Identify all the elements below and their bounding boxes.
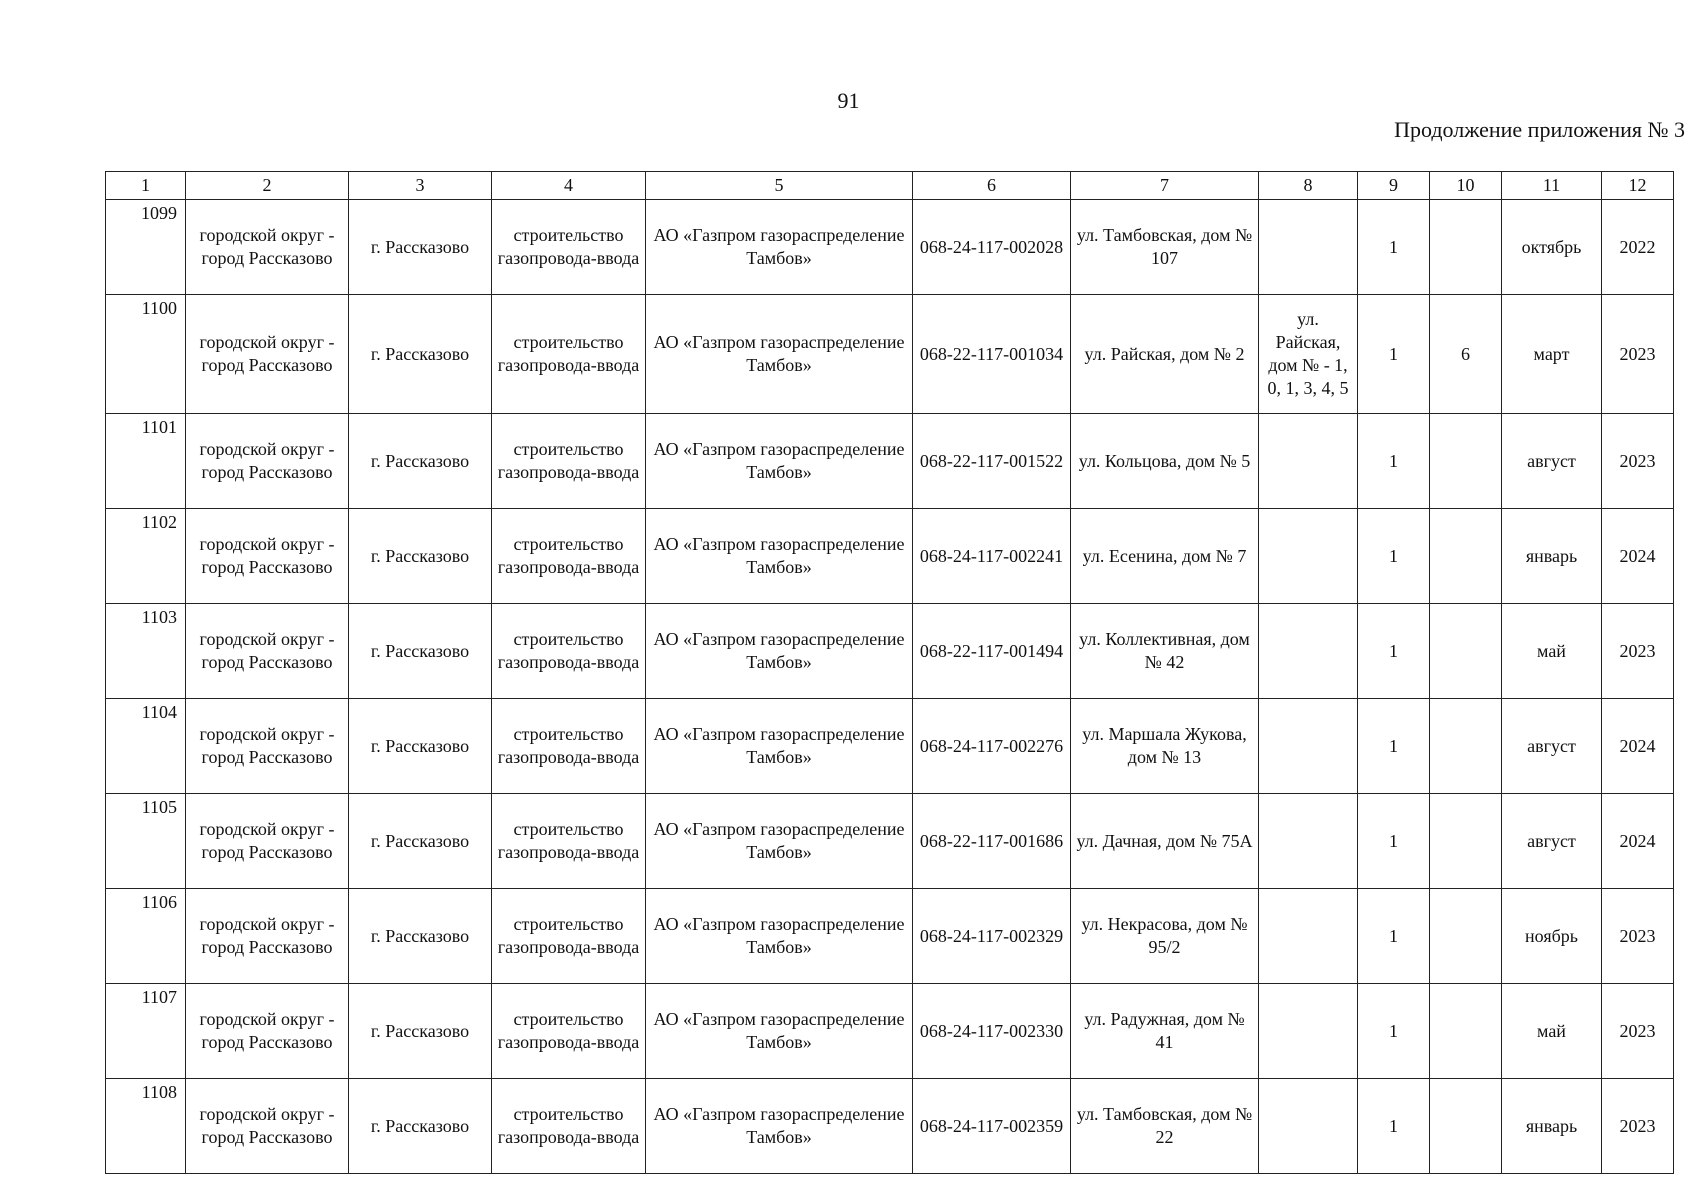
row-number: 1099 [106, 200, 186, 295]
table-row [106, 414, 1674, 509]
work-type-cell: строительство газопровода-ввода [492, 889, 646, 984]
locality-cell: г. Рассказово [349, 889, 492, 984]
locality-cell: г. Рассказово [349, 984, 492, 1079]
page-number: 91 [837, 88, 860, 113]
table-row [106, 200, 1674, 295]
column-header: 10 [1430, 172, 1502, 200]
additional-address-cell [1259, 1079, 1358, 1174]
table-row [106, 984, 1674, 1079]
column-header: 11 [1502, 172, 1602, 200]
month-cell: август [1502, 699, 1602, 794]
quantity-cell [1430, 889, 1502, 984]
month-cell: ноябрь [1502, 889, 1602, 984]
quantity-cell [1430, 794, 1502, 889]
count-cell: 1 [1358, 295, 1430, 414]
additional-address-cell [1259, 699, 1358, 794]
additional-address-cell: ул. Райская, дом № - 1, 0, 1, 3, 4, 5 [1259, 295, 1358, 414]
locality-cell: г. Рассказово [349, 295, 492, 414]
object-code-cell: 068-24-117-002330 [913, 984, 1071, 1079]
district-cell: городской округ - город Рассказово [186, 604, 349, 699]
quantity-cell [1430, 1079, 1502, 1174]
count-cell: 1 [1358, 984, 1430, 1079]
organization-cell: АО «Газпром газораспределение Тамбов» [646, 794, 913, 889]
address-cell: ул. Райская, дом № 2 [1071, 295, 1259, 414]
locality-cell: г. Рассказово [349, 200, 492, 295]
additional-address-cell [1259, 794, 1358, 889]
column-header: 3 [349, 172, 492, 200]
column-header: 12 [1602, 172, 1674, 200]
district-cell: городской округ - город Рассказово [186, 699, 349, 794]
object-code-cell: 068-22-117-001686 [913, 794, 1071, 889]
object-code-cell: 068-22-117-001522 [913, 414, 1071, 509]
address-cell: ул. Маршала Жукова, дом № 13 [1071, 699, 1259, 794]
organization-cell: АО «Газпром газораспределение Тамбов» [646, 984, 913, 1079]
quantity-cell [1430, 604, 1502, 699]
organization-cell: АО «Газпром газораспределение Тамбов» [646, 889, 913, 984]
work-type-cell: строительство газопровода-ввода [492, 200, 646, 295]
year-cell: 2024 [1602, 509, 1674, 604]
organization-cell: АО «Газпром газораспределение Тамбов» [646, 509, 913, 604]
work-type-cell: строительство газопровода-ввода [492, 699, 646, 794]
organization-cell: АО «Газпром газораспределение Тамбов» [646, 295, 913, 414]
count-cell: 1 [1358, 414, 1430, 509]
work-type-cell: строительство газопровода-ввода [492, 794, 646, 889]
row-number: 1108 [106, 1079, 186, 1174]
month-cell: май [1502, 604, 1602, 699]
count-cell: 1 [1358, 889, 1430, 984]
year-cell: 2024 [1602, 699, 1674, 794]
count-cell: 1 [1358, 699, 1430, 794]
address-cell: ул. Есенина, дом № 7 [1071, 509, 1259, 604]
column-header: 5 [646, 172, 913, 200]
organization-cell: АО «Газпром газораспределение Тамбов» [646, 200, 913, 295]
locality-cell: г. Рассказово [349, 699, 492, 794]
row-number: 1106 [106, 889, 186, 984]
quantity-cell [1430, 414, 1502, 509]
organization-cell: АО «Газпром газораспределение Тамбов» [646, 414, 913, 509]
month-cell: октябрь [1502, 200, 1602, 295]
table-row [106, 295, 1674, 414]
locality-cell: г. Рассказово [349, 1079, 492, 1174]
count-cell: 1 [1358, 604, 1430, 699]
address-cell: ул. Тамбовская, дом № 22 [1071, 1079, 1259, 1174]
district-cell: городской округ - город Рассказово [186, 889, 349, 984]
month-cell: август [1502, 414, 1602, 509]
work-type-cell: строительство газопровода-ввода [492, 295, 646, 414]
object-code-cell: 068-22-117-001494 [913, 604, 1071, 699]
row-number: 1102 [106, 509, 186, 604]
column-header: 4 [492, 172, 646, 200]
month-cell: май [1502, 984, 1602, 1079]
locality-cell: г. Рассказово [349, 414, 492, 509]
additional-address-cell [1259, 200, 1358, 295]
work-type-cell: строительство газопровода-ввода [492, 509, 646, 604]
address-cell: ул. Тамбовская, дом № 107 [1071, 200, 1259, 295]
count-cell: 1 [1358, 1079, 1430, 1174]
table-row [106, 509, 1674, 604]
district-cell: городской округ - город Рассказово [186, 1079, 349, 1174]
appendix-note: Продолжение приложения № 3 [1394, 117, 1685, 142]
table-row [106, 889, 1674, 984]
year-cell: 2023 [1602, 889, 1674, 984]
count-cell: 1 [1358, 794, 1430, 889]
object-code-cell: 068-24-117-002359 [913, 1079, 1071, 1174]
additional-address-cell [1259, 889, 1358, 984]
quantity-cell [1430, 509, 1502, 604]
year-cell: 2022 [1602, 200, 1674, 295]
work-type-cell: строительство газопровода-ввода [492, 984, 646, 1079]
district-cell: городской округ - город Рассказово [186, 414, 349, 509]
column-header: 1 [106, 172, 186, 200]
additional-address-cell [1259, 984, 1358, 1079]
quantity-cell [1430, 984, 1502, 1079]
year-cell: 2023 [1602, 1079, 1674, 1174]
address-cell: ул. Некрасова, дом № 95/2 [1071, 889, 1259, 984]
column-header: 7 [1071, 172, 1259, 200]
address-cell: ул. Кольцова, дом № 5 [1071, 414, 1259, 509]
row-number: 1105 [106, 794, 186, 889]
additional-address-cell [1259, 509, 1358, 604]
district-cell: городской округ - город Рассказово [186, 295, 349, 414]
column-header: 9 [1358, 172, 1430, 200]
column-header: 2 [186, 172, 349, 200]
month-cell: август [1502, 794, 1602, 889]
district-cell: городской округ - город Рассказово [186, 984, 349, 1079]
row-number: 1100 [106, 295, 186, 414]
row-number: 1104 [106, 699, 186, 794]
row-number: 1101 [106, 414, 186, 509]
address-cell: ул. Радужная, дом № 41 [1071, 984, 1259, 1079]
organization-cell: АО «Газпром газораспределение Тамбов» [646, 699, 913, 794]
additional-address-cell [1259, 604, 1358, 699]
table-body [106, 200, 1674, 1174]
column-header: 8 [1259, 172, 1358, 200]
organization-cell: АО «Газпром газораспределение Тамбов» [646, 604, 913, 699]
table-row [106, 699, 1674, 794]
locality-cell: г. Рассказово [349, 794, 492, 889]
month-cell: январь [1502, 1079, 1602, 1174]
year-cell: 2023 [1602, 604, 1674, 699]
quantity-cell: 6 [1430, 295, 1502, 414]
column-header: 6 [913, 172, 1071, 200]
year-cell: 2023 [1602, 984, 1674, 1079]
month-cell: январь [1502, 509, 1602, 604]
object-code-cell: 068-24-117-002028 [913, 200, 1071, 295]
work-type-cell: строительство газопровода-ввода [492, 604, 646, 699]
district-cell: городской округ - город Рассказово [186, 794, 349, 889]
count-cell: 1 [1358, 200, 1430, 295]
district-cell: городской округ - город Рассказово [186, 509, 349, 604]
locality-cell: г. Рассказово [349, 509, 492, 604]
table-row [106, 794, 1674, 889]
row-number: 1103 [106, 604, 186, 699]
object-code-cell: 068-24-117-002276 [913, 699, 1071, 794]
registry-table [105, 171, 1674, 1174]
object-code-cell: 068-22-117-001034 [913, 295, 1071, 414]
header-row [106, 172, 1674, 200]
work-type-cell: строительство газопровода-ввода [492, 1079, 646, 1174]
quantity-cell [1430, 200, 1502, 295]
year-cell: 2024 [1602, 794, 1674, 889]
district-cell: городской округ - город Рассказово [186, 200, 349, 295]
year-cell: 2023 [1602, 295, 1674, 414]
year-cell: 2023 [1602, 414, 1674, 509]
locality-cell: г. Рассказово [349, 604, 492, 699]
table-row [106, 604, 1674, 699]
table-row [106, 1079, 1674, 1174]
work-type-cell: строительство газопровода-ввода [492, 414, 646, 509]
additional-address-cell [1259, 414, 1358, 509]
quantity-cell [1430, 699, 1502, 794]
count-cell: 1 [1358, 509, 1430, 604]
object-code-cell: 068-24-117-002241 [913, 509, 1071, 604]
organization-cell: АО «Газпром газораспределение Тамбов» [646, 1079, 913, 1174]
object-code-cell: 068-24-117-002329 [913, 889, 1071, 984]
address-cell: ул. Дачная, дом № 75А [1071, 794, 1259, 889]
row-number: 1107 [106, 984, 186, 1079]
month-cell: март [1502, 295, 1602, 414]
address-cell: ул. Коллективная, дом № 42 [1071, 604, 1259, 699]
